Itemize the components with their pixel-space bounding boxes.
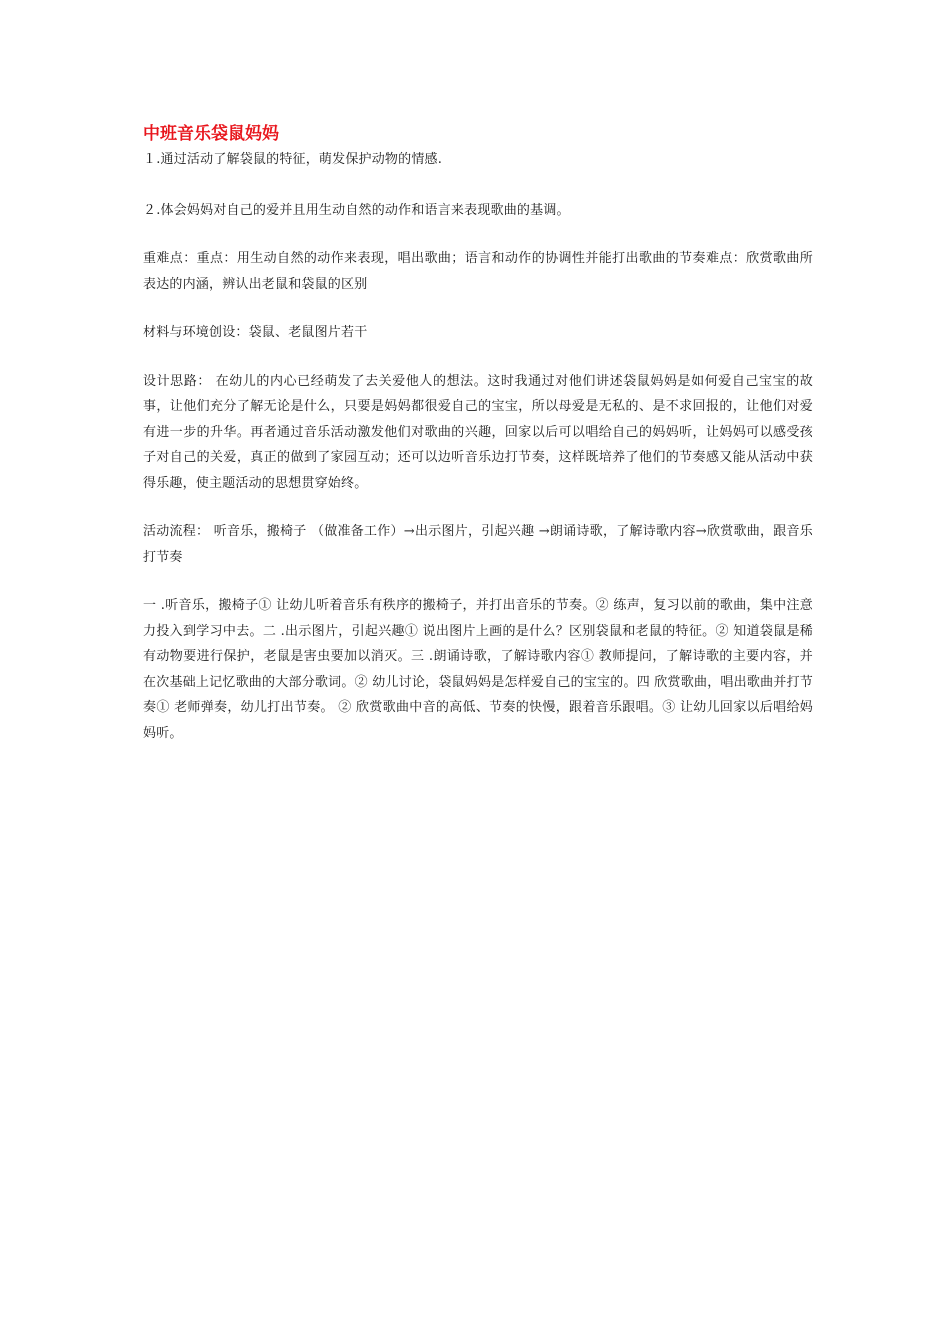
materials-paragraph: 材料与环境创设：袋鼠、老鼠图片若干 [143, 325, 368, 340]
activity-flow-paragraph: 活动流程： 听音乐，搬椅子 （做准备工作）→出示图片，引起兴趣 →朗诵诗歌，了解诗歌内容→欣赏歌曲，跟音乐打节奏 [143, 524, 813, 565]
activity-steps-paragraph: 一 .听音乐，搬椅子① 让幼儿听着音乐有秩序的搬椅子，并打出音乐的节奏。② 练声，复习以前的歌曲，集中注意力投入到学习中去。二 .出示图片，引起兴趣① 说出图片上画的是什么？区别袋鼠和老鼠的特征。② 知道袋鼠是稀有动物要进行保护，老鼠是害虫要加以消灭。三 .朗诵诗歌，了解诗歌内容① 教师提问，了解诗歌的主要内容，并在次基础上记忆歌曲的大部分歌词。② 幼儿讨论，袋鼠妈妈是怎样爱自己的宝宝的。四 欣赏歌曲，唱出歌曲并打节奏① 老师弹奏，幼儿打出节奏。 ② 欣赏歌曲中音的高低、节奏的快慢，跟着音乐跟唱。③ 让幼儿回家以后唱给妈妈听。 [143, 598, 813, 741]
document-body [143, 122, 813, 746]
objective-1-paragraph: １.通过活动了解袋鼠的特征，萌发保护动物的情感. [143, 152, 443, 167]
objective-2-paragraph: ２.体会妈妈对自己的爱并且用生动自然的动作和语言来表现歌曲的基调。 [143, 202, 570, 218]
key-points-paragraph: 重难点：重点：用生动自然的动作来表现，唱出歌曲；语言和动作的协调性并能打出歌曲的节奏难点：欣赏歌曲所表达的内涵，辨认出老鼠和袋鼠的区别 [143, 251, 813, 292]
design-idea-paragraph: 设计思路： 在幼儿的内心已经萌发了去关爱他人的想法。这时我通过对他们讲述袋鼠妈妈是如何爱自己宝宝的故事，让他们充分了解无论是什么，只要是妈妈都很爱自己的宝宝，所以母爱是无私的、是不求回报的，让他们对爱有进一步的升华。再者通过音乐活动激发他们对歌曲的兴趣，回家以后可以唱给自己的妈妈听，让妈妈可以感受孩子对自己的关爱，真正的做到了家园互动；还可以边听音乐边打节奏，这样既培养了他们的节奏感又能从活动中获得乐趣，使主题活动的思想贯穿始终。 [143, 373, 813, 491]
document-title: 中班音乐袋鼠妈妈 [143, 124, 279, 144]
